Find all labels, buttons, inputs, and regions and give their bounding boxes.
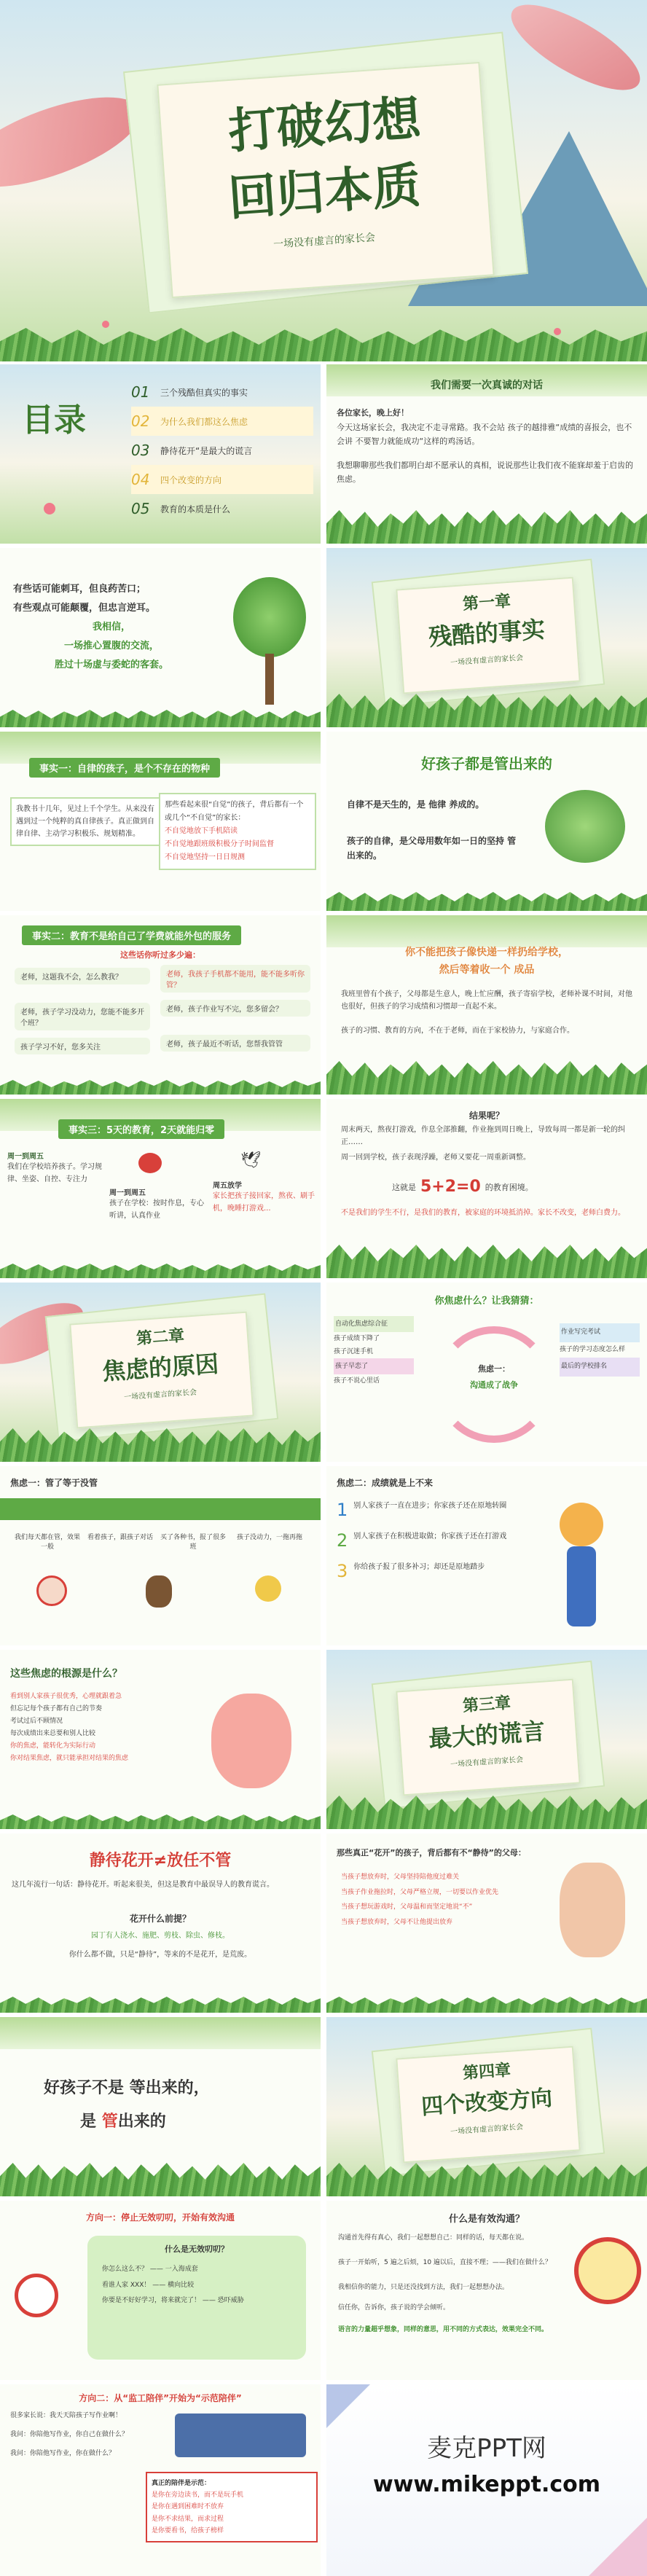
forbidden-icon <box>15 2274 58 2317</box>
toc-item[interactable] <box>131 377 313 407</box>
bird-icon: 🕊 <box>240 1151 261 1170</box>
paragraph: 信任你，告诉你，孩子说的学会倾听。 <box>338 2304 450 2311</box>
paragraph: 孩子的自律，是父母用数年如一日的坚持 管 出来的。 <box>347 836 517 861</box>
toc-text: 教育的本质是什么 <box>160 504 231 514</box>
paragraph: 园丁有人浇水、施肥、剪枝、除虫、修枝。 <box>91 1932 230 1940</box>
chapter-label: 第四章 <box>462 2060 511 2083</box>
paragraph: 孩子的习惯、教育的方向，不在于老师，而在于家校协力，与家庭合作。 <box>341 1027 574 1035</box>
list-item: 孩子早恋了 <box>334 1358 414 1374</box>
chapter-title: 残酷的事实 <box>427 615 546 651</box>
anxiety2-slide <box>326 1466 647 1645</box>
title-line: 你不能把孩子像快递一样扔给学校， <box>405 947 568 958</box>
flower-decoration <box>102 321 109 328</box>
line-part: 出来的 <box>117 2113 166 2131</box>
item: 买了各种书，报了很多班 <box>160 1534 227 1551</box>
line: 考试过后不顾情况 <box>10 1718 63 1726</box>
question: 什么是无效叨叨？ <box>165 2244 229 2254</box>
quote-bubble: 老师，我孩子手机都不能用，能不能多听你管？ <box>160 965 310 993</box>
paragraph: 语言的力量超乎想象，同样的意思，用不同的方式表达，效果完全不同。 <box>338 2326 549 2333</box>
list-item: 当孩子想放弃时，父母坚持陪他度过难关 <box>341 1874 460 1881</box>
no-outsource-slide <box>326 915 647 1095</box>
line: 每次成绩出来总要和别人比较 <box>10 1730 96 1738</box>
toc-text: 四个改变的方向 <box>160 474 222 485</box>
honest-talk-slide <box>326 364 647 544</box>
toc-number: 01 <box>131 383 150 401</box>
green-band <box>0 1498 321 1520</box>
fact-bar: 事实三：5天的教育，2天就能归零 <box>58 1119 224 1139</box>
bubble-lines: 你怎么这么不？ —— 一入海成套 看谁人家 XXX！ —— 横向比较 你要是不好好学习，将来就完了！ —— 恐吓威胁 <box>102 2266 244 2305</box>
manage-slide <box>0 2017 321 2196</box>
chapter-title: 焦虑的原因 <box>101 1350 220 1386</box>
slide-title: 方向二：从“监工陪伴”开始为“示范陪伴” <box>79 2393 242 2403</box>
column-title: 周一到周五 <box>7 1153 44 1161</box>
paragraph: 这几年流行一句话：静待花开。听起来很美，但这是教育中最误导人的教育谎言。 <box>12 1881 274 1889</box>
family-illustration <box>175 2413 306 2457</box>
item: 我们每天都在管，效果一般 <box>15 1534 81 1551</box>
formula: 5+2=0 <box>420 1178 481 1196</box>
list-box <box>146 2472 318 2542</box>
grass-decoration <box>326 1061 647 1095</box>
cover-subtitle: 一场没有虚言的家长会 <box>272 232 376 251</box>
item-number: 2 <box>337 1530 348 1551</box>
fact-column <box>7 1150 102 1186</box>
slide-title: 这些焦虑的根源是什么？ <box>10 1668 122 1680</box>
grass-decoration <box>0 2163 321 2196</box>
chapter-title: 四个改变方向 <box>420 2085 554 2121</box>
chapter-label: 第一章 <box>462 591 511 614</box>
header-decoration <box>0 2017 321 2049</box>
list-item: 当孩子想放弃时，父母不让他提出放弃 <box>341 1919 453 1927</box>
line: 你怎么这么不？ <box>102 2266 149 2273</box>
grass-decoration <box>0 1264 321 1278</box>
list-item: 是你要看书，给孩子榜样 <box>152 2526 224 2534</box>
fact3-slide <box>0 1099 321 1278</box>
paragraph: 我班里曾有个孩子，父母都是生意人，晚上忙应酬，孩子寄宿学校，老师补课不时间，对他也很好，但孩子的学习成绩和习惯却一直起不来。 <box>341 990 632 1011</box>
parents-list <box>341 1870 538 1930</box>
root-list <box>10 1691 178 1766</box>
grass-decoration <box>0 1997 321 2013</box>
line: 有些话可能刺耳，但良药苦口； <box>13 584 146 595</box>
fact-line: 不自觉地放下手机陪读 <box>165 827 238 835</box>
list-item: 是你不求结果，而求过程 <box>152 2515 224 2523</box>
fact-text: 我教书十几年，见过上千个学生。从来没有遇到过一个纯粹的真自律孩子。真正做到自律自律、主动学习积极乐、规划精准。 <box>10 797 160 846</box>
fact1-slide <box>0 732 321 911</box>
list-item: 最后的学校排名 <box>560 1358 640 1377</box>
grass-decoration <box>326 1997 647 2013</box>
toc-slide <box>0 364 321 544</box>
toc-label: 目录 <box>22 402 86 439</box>
chapter3-slide <box>326 1650 647 1829</box>
stressed-woman-illustration <box>211 1694 291 1788</box>
cover-title-line1: 打破幻想 <box>226 89 423 160</box>
list-item: 真正的陪伴是示范： <box>152 2480 211 2487</box>
tree-illustration <box>233 577 306 657</box>
paragraph: 自律不是天生的，是 他律 养成的。 <box>347 799 485 810</box>
line: 一入海成套 <box>165 2266 198 2273</box>
slide-title: 什么是有效沟通？ <box>448 2214 525 2225</box>
slide-title: 我们需要一次真诚的对话 <box>431 380 543 391</box>
result-head: 结果呢？ <box>468 1111 504 1121</box>
root-slide <box>0 1650 321 1829</box>
line-part: 好孩子不是 等 <box>44 2079 146 2097</box>
item-text: 别人家孩子在积极进取做；你家孩子还在打游戏 <box>353 1532 507 1540</box>
formula-row <box>392 1178 533 1196</box>
formula-post: 的教育困境。 <box>485 1182 533 1192</box>
chapter-subtitle: 一场没有虚言的家长会 <box>450 654 524 668</box>
line-part: 管 <box>101 2113 118 2131</box>
chapter-subtitle: 一场没有虚言的家长会 <box>450 1755 524 1769</box>
tulip-decoration <box>44 503 55 514</box>
line: 有些观点可能颠覆，但忠言逆耳。 <box>13 603 156 614</box>
fact-list <box>159 793 316 870</box>
slide-title: 你焦虑什么？让我猜猜： <box>434 1296 539 1307</box>
parents-slide <box>326 1833 647 2013</box>
paragraph: 周末两天，熬夜打游戏，作息全部推翻，作业拖到周日晚上，导致每周一都是新一轮的纠正…… <box>341 1126 625 1146</box>
fact-bar: 事实一：自律的孩子，是个不存在的物种 <box>29 758 220 778</box>
item: 孩子没动力，一拖再拖 <box>236 1534 302 1541</box>
slide-title: 静待花开≠放任不管 <box>89 1852 232 1870</box>
mother-child-illustration <box>560 1863 625 1957</box>
toc-item[interactable] <box>131 465 313 494</box>
question: 花开什么前提？ <box>129 1914 191 1924</box>
quote-bubble: 孩子学习不好，您多关注 <box>15 1038 150 1054</box>
column-title: 周一到周五 <box>109 1189 146 1197</box>
fact2-slide <box>0 915 321 1095</box>
clock-icon <box>36 1575 67 1606</box>
item-text: 别人家孩子一直在进步；你家孩子还在原地转圈 <box>353 1502 507 1510</box>
cover-slide <box>0 0 647 361</box>
corner-decoration <box>589 2518 647 2576</box>
line: 恐吓威胁 <box>217 2297 244 2305</box>
anxiety1-slide <box>0 1466 321 1645</box>
list-item: 当孩子想玩游戏时，父母温和而坚定地说“不” <box>341 1903 473 1911</box>
words-slide <box>0 548 321 727</box>
person-body <box>567 1546 596 1626</box>
line: 你的焦虑，能转化为实际行动 <box>10 1742 96 1750</box>
line: 胜过十场虚与委蛇的客套。 <box>54 659 168 670</box>
line: 我相信， <box>92 622 130 633</box>
toc-number: 04 <box>131 471 150 488</box>
list-item: 孩子成绩下降了 <box>334 1335 380 1342</box>
fact-bar: 事实二：教育不是给自己了学费就能外包的服务 <box>22 925 241 945</box>
paragraph: 沟通首先得有真心，我们一起想想自己：同样的话，每天都在说。 <box>338 2234 529 2242</box>
grass-decoration <box>326 1245 647 1278</box>
slide-title: 那些真正“花开”的孩子，背后都有不“静待”的父母： <box>337 1848 526 1857</box>
flower-decoration <box>554 328 561 335</box>
child-icon <box>255 1575 281 1602</box>
cherry-icon <box>138 1153 162 1173</box>
column-text: 我们在学校培养孩子。学习规律、坐姿、自控、专注力 <box>7 1163 102 1183</box>
toc-number: 05 <box>131 500 150 517</box>
column-title: 周五放学 <box>213 1182 242 1190</box>
item-number: 1 <box>337 1500 348 1520</box>
line: 你要是不好好学习，将来就完了！ <box>102 2297 201 2305</box>
person-illustration <box>560 1503 603 1546</box>
grass-decoration <box>0 710 321 727</box>
grass-decoration <box>326 892 647 911</box>
chapter4-slide <box>326 2017 647 2196</box>
toc-item[interactable] <box>131 494 313 523</box>
toc-item[interactable] <box>131 436 313 465</box>
quote-bubble: 老师，孩子最近不听话，您帮我管管 <box>160 1035 310 1052</box>
paragraph: 你什么都不做，只是“静待”，等来的不是花开，是荒废。 <box>68 1951 252 1959</box>
toc-item[interactable] <box>131 407 313 436</box>
bloom-slide <box>0 1833 321 2013</box>
numbered-list <box>337 1500 526 1581</box>
quote-bubble: 老师，孩子作业写不完，您多留会？ <box>160 1000 310 1017</box>
list-item: 是你在旁边读书，而不是玩手机 <box>152 2491 244 2499</box>
line-part: 出来的， <box>145 2079 210 2097</box>
anxious-slide <box>326 1283 647 1462</box>
center-label: 焦虑一： <box>478 1364 510 1374</box>
list-item: 孩子的学习态度怎么样 <box>560 1345 626 1353</box>
result-slide <box>326 1099 647 1278</box>
chapter-label: 第二章 <box>136 1326 185 1349</box>
toc-text: 静待花开“是最大的谎言 <box>160 445 253 456</box>
item: 看着孩子，跟孩子对话 <box>87 1534 154 1541</box>
subtitle: 这些话你听过多少遍： <box>120 950 200 960</box>
list-item: 作业写完考试 <box>560 1323 640 1342</box>
paragraph: 我相信你的能力，只是还没找到方法，我们一起想想办法。 <box>338 2284 509 2291</box>
paragraph: 我问：你陪他写作业，你自己在做什么？ <box>10 2431 129 2438</box>
direction2-slide <box>0 2384 321 2576</box>
grass-decoration <box>326 510 647 544</box>
item-number: 3 <box>337 1561 348 1581</box>
item-text: 你给孩子报了很多补习；却还是原地踏步 <box>353 1563 485 1571</box>
chapter-title: 最大的谎言 <box>427 1717 546 1753</box>
checkmark-icon <box>574 2237 641 2304</box>
toc-text: 为什么我们都这么焦虑 <box>160 416 248 427</box>
paragraph: 我问：你陪他写作业，你在做什么？ <box>10 2450 116 2457</box>
list-item: 自动化焦虑综合征 <box>334 1316 414 1332</box>
fact-column <box>213 1179 315 1215</box>
toc-list <box>131 377 313 523</box>
paragraph: 我想聊聊那些我们都明白却不愿承认的真相，说说那些让我们夜不能寐却羞于启齿的焦虑。 <box>337 461 633 484</box>
list-item: 孩子沉迷手机 <box>334 1348 374 1355</box>
header-decoration <box>326 915 647 947</box>
chapter-subtitle: 一场没有虚言的家长会 <box>123 1388 197 1402</box>
fact-line: 不自觉地坚持一日日规测 <box>165 853 245 861</box>
paragraph: 今天这场家长会，我决定不走寻常路。我不会站 孩子的越排雅“成绩的喜报会，也不会讲 不要智力就能成功“这样的鸡汤话。 <box>337 423 632 446</box>
column-text: 孩子在学校：按时作息，专心听讲，认真作业 <box>109 1199 204 1220</box>
brand-slide <box>326 2384 647 2576</box>
list-item: 孩子不说心里话 <box>334 1377 380 1385</box>
fact-column <box>109 1186 204 1222</box>
tree-trunk <box>265 654 274 705</box>
slide-bar: 焦虑一：管了等于没管 <box>10 1478 98 1488</box>
chapter1-slide <box>326 548 647 727</box>
cover-title-line2: 回归本质 <box>226 156 423 227</box>
good-kid-slide <box>326 732 647 911</box>
people-icon <box>146 1575 172 1608</box>
column-text: 家长把孩子接回家，熬夜、刷手机，晚睡打游戏... <box>213 1192 315 1213</box>
line: 横向比较 <box>168 2281 195 2289</box>
left-list <box>334 1316 414 1387</box>
line: 但忘记每个孩子都有自己的节奏 <box>10 1705 103 1713</box>
line: 看到别人家孩子很优秀，心理就跟着急 <box>10 1693 122 1700</box>
paragraph: 很多家长说：我天天陪孩子写作业啊！ <box>10 2412 122 2419</box>
direction1-slide <box>0 2201 321 2380</box>
toc-number: 03 <box>131 442 150 459</box>
brand-url-link[interactable]: www.mikeppt.com <box>373 2472 600 2497</box>
line <box>44 2075 210 2098</box>
toc-number: 02 <box>131 412 150 430</box>
quote-bubble: 老师，孩子学习没动力，您能不能多开个班？ <box>15 1003 150 1030</box>
right-list <box>560 1323 640 1377</box>
fact-line: 那些看起来很“自觉”的孩子，背后都有一个或几个“不自觉”的家长： <box>165 801 304 822</box>
list-item: 当孩子作业拖拉时，父母严格立规，一切要以作业优先 <box>341 1888 499 1896</box>
paragraph: 周一回到学校，孩子表现浮躁，老师又要花一周重新调整。 <box>341 1154 530 1162</box>
paragraph: 不是我们的学生不行，是我们的教育，被家庭的环境抵消掉。家长不改变，老师白费力。 <box>341 1209 625 1217</box>
line: 一场推心置腹的交流， <box>63 641 159 651</box>
formula-pre: 这就是 <box>392 1182 416 1192</box>
chapter-label: 第三章 <box>462 1693 511 1716</box>
line: 你对结果焦虑，就只能承担对结果的焦虑 <box>10 1755 129 1763</box>
chapter-subtitle: 一场没有虚言的家长会 <box>450 2123 524 2137</box>
paragraph: 孩子一开始听，5 遍之后烦，10 遍以后，直接不理；——我们在做什么？ <box>338 2259 552 2266</box>
greeting: 各位家长，晚上好！ <box>337 408 409 418</box>
tree-illustration <box>545 790 625 863</box>
corner-decoration <box>326 2384 370 2428</box>
slide-title: 好孩子都是管出来的 <box>421 755 552 772</box>
slide-bar: 焦虑二：成绩就是上不来 <box>337 1478 434 1488</box>
list-item: 是你在遇到困难时不放弃 <box>152 2503 224 2511</box>
quote-bubble: 老师，这题我不会，怎么教我？ <box>15 968 150 984</box>
slide-title: 方向一：停止无效叨叨，开始有效沟通 <box>85 2212 235 2223</box>
line <box>80 2109 166 2131</box>
title-line: 然后等着收一个 成品 <box>439 964 535 976</box>
brand-name: 麦克PPT网 <box>427 2434 546 2463</box>
line-part: 是 <box>80 2113 97 2131</box>
line: 看谁人家 XXX！ <box>102 2281 151 2289</box>
fact-line: 不自觉地跟班级积极分子时间监督 <box>165 840 274 848</box>
grass-decoration <box>0 1814 321 1829</box>
grass-decoration <box>0 1080 321 1095</box>
toc-text: 三个残酷但真实的事实 <box>160 387 248 398</box>
effective-slide <box>326 2201 647 2380</box>
chapter2-slide <box>0 1283 321 1462</box>
center-label: 沟通成了战争 <box>470 1380 518 1390</box>
